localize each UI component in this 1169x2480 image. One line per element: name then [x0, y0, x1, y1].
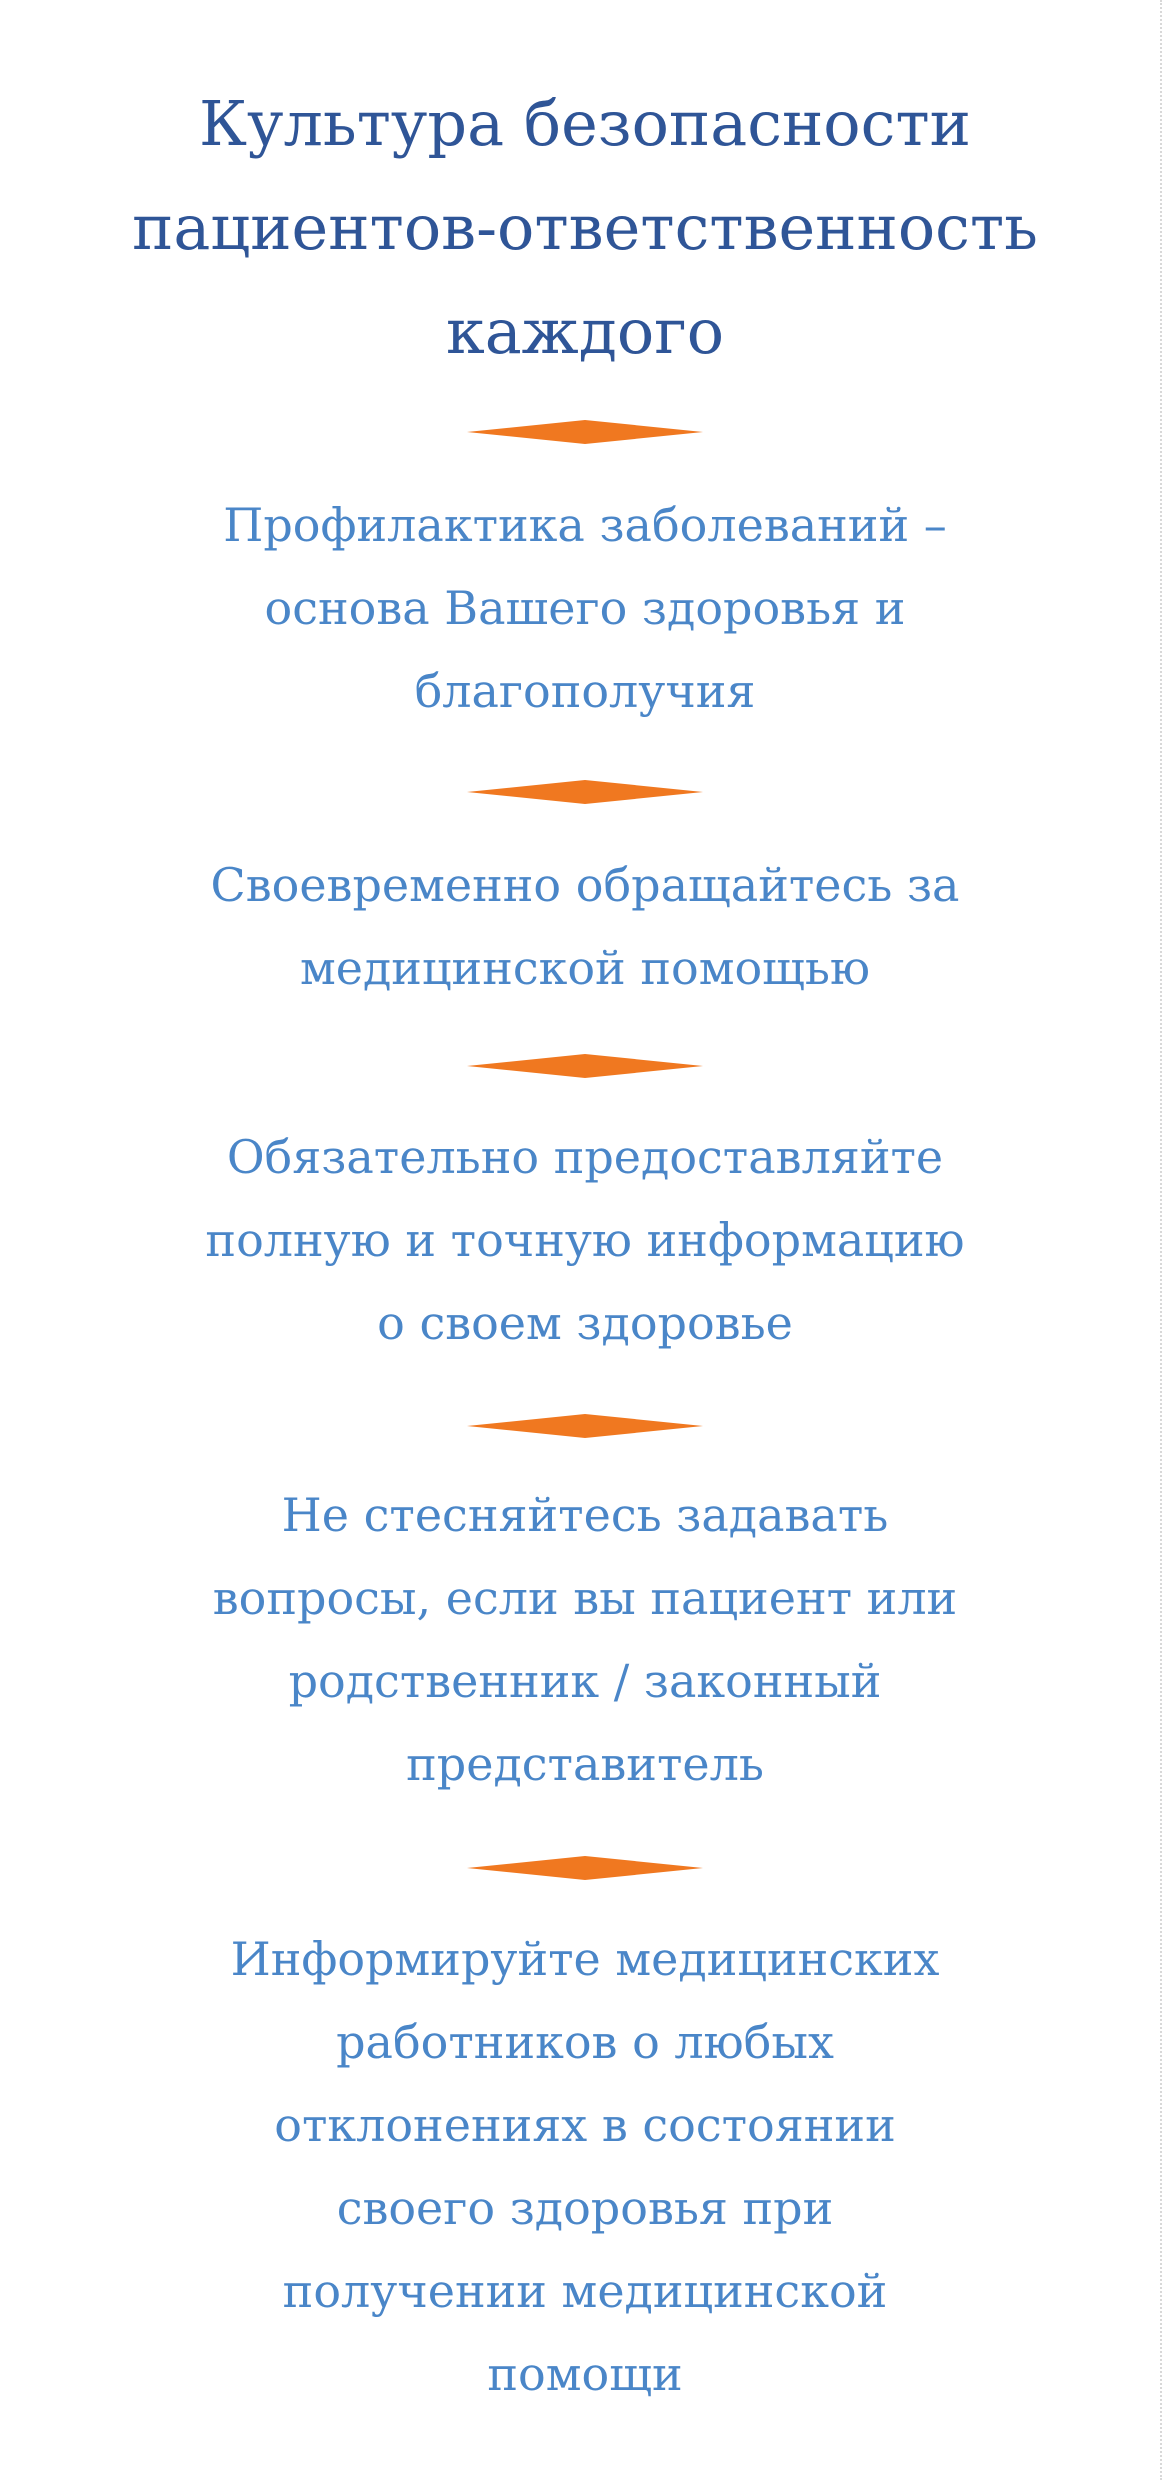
- message-prevention: [100, 484, 1070, 733]
- page-title: [60, 72, 1110, 384]
- message-line: работников о любых: [336, 2015, 834, 2069]
- message-line: о своем здоровье: [377, 1296, 793, 1350]
- message-line: получении медицинской: [282, 2264, 888, 2318]
- message-seek-help: [100, 844, 1070, 1010]
- message-line: вопросы, если вы пациент или: [212, 1571, 958, 1625]
- diamond-divider: [467, 780, 703, 804]
- message-inform-staff: [100, 1918, 1070, 2416]
- message-line: медицинской помощью: [299, 941, 871, 995]
- diamond-divider: [467, 1054, 703, 1078]
- message-provide-info: [100, 1116, 1070, 1365]
- message-line: основа Вашего здоровья и: [264, 581, 906, 635]
- message-line: представитель: [406, 1737, 764, 1791]
- diamond-divider: [467, 1856, 703, 1880]
- message-line: родственник / законный: [288, 1654, 882, 1708]
- message-line: своего здоровья при: [336, 2181, 834, 2235]
- title-line: Культура безопасности: [199, 87, 971, 160]
- message-ask-questions: [100, 1474, 1070, 1806]
- diamond-divider: [467, 1414, 703, 1438]
- message-line: благополучия: [414, 664, 756, 718]
- message-line: отклонениях в состоянии: [274, 2098, 896, 2152]
- message-line: Своевременно обращайтесь за: [210, 858, 960, 912]
- title-line: пациентов-ответственность: [132, 191, 1038, 264]
- message-line: Обязательно предоставляйте: [226, 1130, 944, 1184]
- message-line: Профилактика заболеваний –: [223, 498, 947, 552]
- message-line: Не стесняйтесь задавать: [281, 1488, 889, 1542]
- message-line: полную и точную информацию: [205, 1213, 965, 1267]
- title-line: каждого: [445, 295, 725, 368]
- message-line: Информируйте медицинских: [230, 1932, 940, 1986]
- page-edge-dotted-line: [1160, 0, 1162, 2480]
- diamond-divider: [467, 420, 703, 444]
- message-line: помощи: [487, 2347, 683, 2401]
